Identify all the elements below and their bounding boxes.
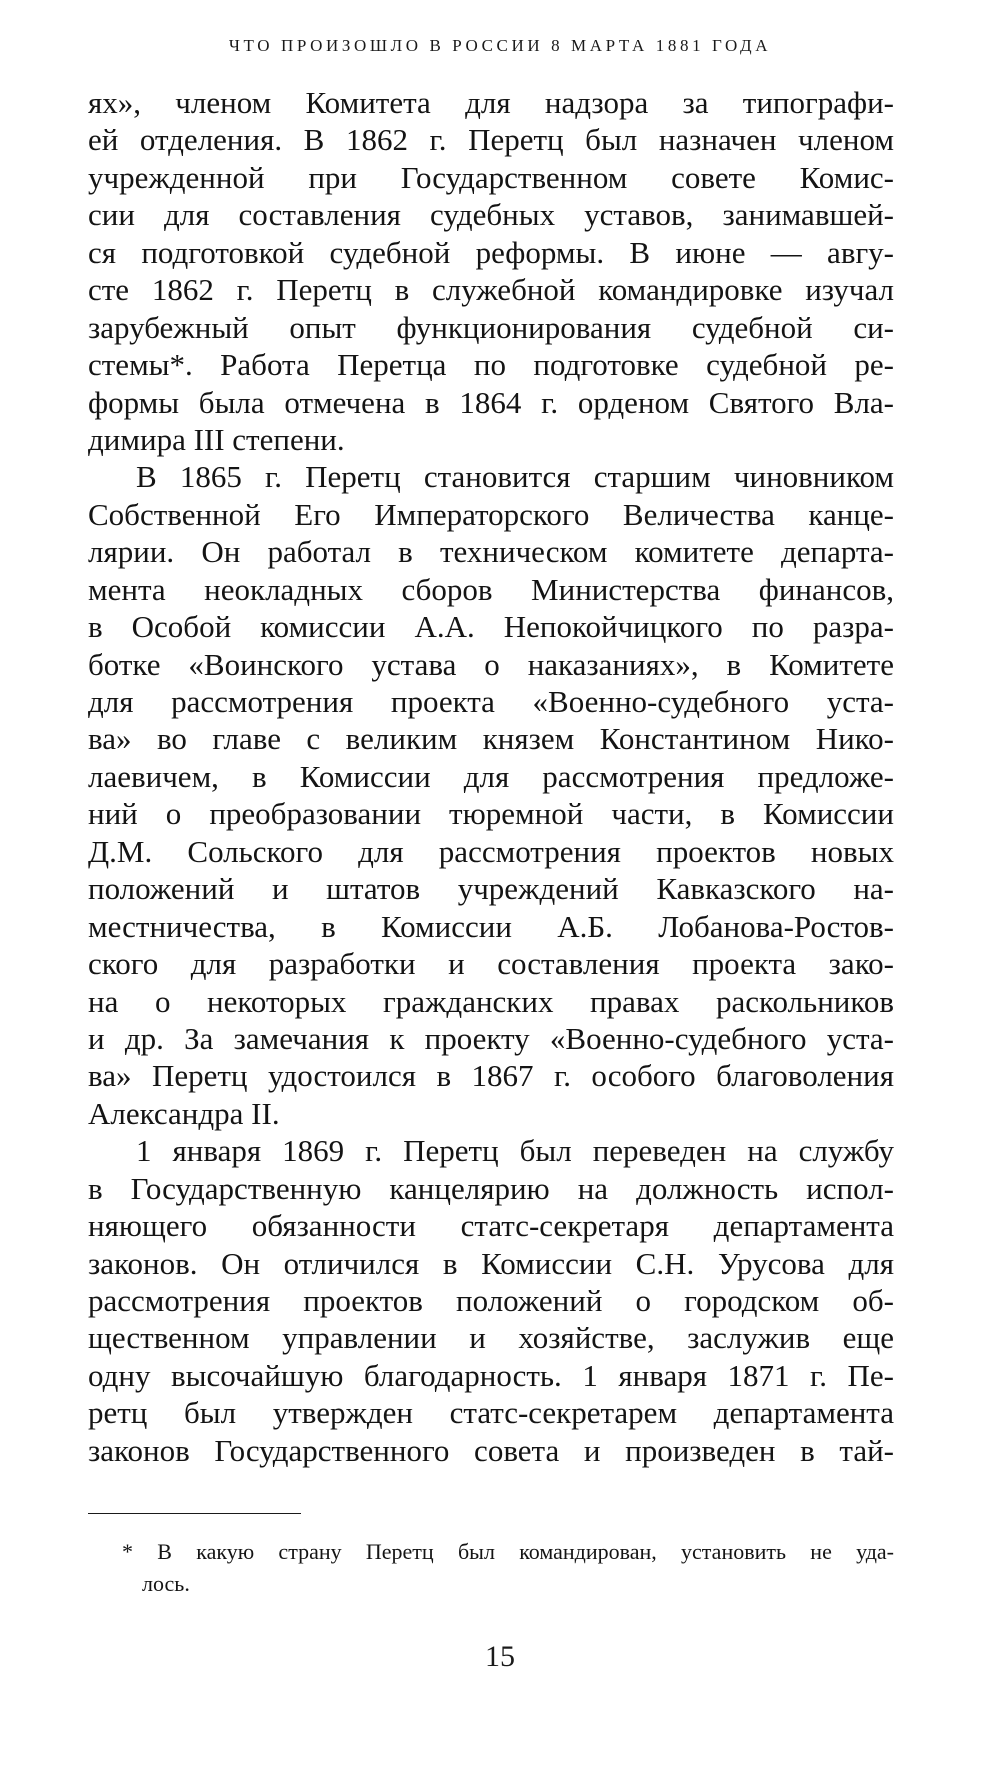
text-line: в Особой комиссии А.А. Непокойчицкого по разра- (88, 609, 894, 645)
footnote-line (88, 1536, 894, 1568)
text-line: одну высочайшую благодарность. 1 января 1871 г. Пе- (88, 1357, 894, 1393)
text-line: ва» Перетц удостоился в 1867 г. особого благоволения (88, 1058, 894, 1094)
text-line: щественном управлении и хозяйстве, заслужив еще (88, 1320, 894, 1356)
text-line: Д.М. Сольского для рассмотрения проектов новых (88, 833, 894, 869)
text-line: сте 1862 г. Перетц в служебной командировке изучал (88, 272, 894, 308)
footnote-text: В какую страну Перетц был командирован, установить не уда- (157, 1539, 895, 1564)
text-line: зарубежный опыт функционирования судебной си- (88, 309, 894, 345)
text-line: Собственной Его Императорского Величества канце- (88, 496, 894, 532)
footnote (88, 1536, 894, 1600)
text-line: для рассмотрения проекта «Военно-судебного уста- (88, 684, 894, 719)
text-line: В 1865 г. Перетц становится старшим чиновником (136, 459, 894, 495)
text-line: ботке «Воинского устава о наказаниях», в Комитете (88, 646, 894, 682)
text-line: димира III степени. (88, 421, 345, 457)
main-text (88, 84, 894, 1469)
text-line: ва» во главе с великим князем Константином Нико- (88, 721, 894, 757)
text-line: законов. Он отличился в Комиссии С.Н. Урусова для (88, 1245, 894, 1281)
text-line: ях», членом Комитета для надзора за типографи- (88, 85, 894, 120)
text-line: в Государственную канцелярию на должность испол- (88, 1170, 894, 1206)
text-line: няющего обязанности статс-секретаря департамента (88, 1208, 894, 1244)
text-line: законов Государственного совета и произведен в тай- (88, 1432, 894, 1468)
text-line: учрежденной при Государственном совете Комис- (88, 159, 894, 195)
text-line: лаевичем, в Комиссии для рассмотрения предложе- (88, 758, 894, 794)
text-line: 1 января 1869 г. Перетц был переведен на службу (136, 1133, 894, 1169)
text-line: ся подготовкой судебной реформы. В июне — авгу- (88, 234, 894, 270)
text-line: на о некоторых гражданских правах раскольников (88, 983, 894, 1019)
running-header: ЧТО ПРОИЗОШЛО В РОССИИ 8 МАРТА 1881 ГОДА (228, 36, 772, 55)
text-line: стемы*. Работа Перетца по подготовке судебной ре- (88, 347, 894, 383)
text-line: ей отделения. В 1862 г. Перетц был назначен членом (88, 122, 894, 158)
text-line: лярии. Он работал в техническом комитете департа- (88, 534, 894, 570)
text-line: ского для разработки и составления проекта зако- (88, 946, 894, 982)
footnote-marker: * (122, 1539, 133, 1564)
paragraph-1 (88, 84, 894, 458)
text-line: ний о преобразовании тюремной части, в Комиссии (88, 796, 894, 832)
text-line: Александра II. (88, 1095, 280, 1131)
footnote-line: лось. (142, 1571, 190, 1596)
text-line: местничества, в Комиссии А.Б. Лобанова-Ростов- (88, 908, 894, 944)
text-line: положений и штатов учреждений Кавказского на- (88, 871, 894, 907)
text-line: сии для составления судебных уставов, занимавшей- (88, 197, 894, 233)
text-line: формы была отмечена в 1864 г. орденом Святого Вла- (88, 384, 894, 420)
text-line: мента неокладных сборов Министерства финансов, (88, 571, 894, 607)
text-line: и др. За замечания к проекту «Военно-судебного уста- (88, 1020, 894, 1056)
text-line: рассмотрения проектов положений о городском об- (88, 1283, 894, 1318)
text-line: ретц был утвержден статс-секретарем департамента (88, 1395, 894, 1431)
footnote-divider (88, 1513, 301, 1514)
page-number: 15 (485, 1640, 515, 1673)
paragraph-3 (88, 1132, 894, 1469)
paragraph-2 (88, 458, 894, 1132)
